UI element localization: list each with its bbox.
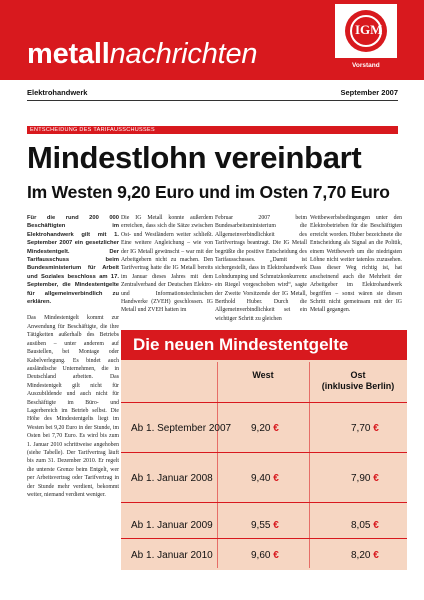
table-row xyxy=(121,414,407,444)
euro-symbol: € xyxy=(273,520,279,531)
euro-symbol: € xyxy=(373,520,379,531)
wage-table-title: Die neuen Mindestentgelte xyxy=(133,335,349,354)
article-column-4 xyxy=(310,214,402,315)
ost-value xyxy=(351,520,379,531)
subheadline: Im Westen 9,20 Euro und im Osten 7,70 Euro xyxy=(27,182,390,202)
wage-table xyxy=(121,330,407,570)
masthead-title xyxy=(27,38,257,71)
masthead-title-bold: metall xyxy=(27,38,110,70)
column-header-ost xyxy=(309,370,407,392)
ost-value xyxy=(351,550,379,561)
igm-logo-lettering: IGM xyxy=(355,22,383,37)
euro-symbol: € xyxy=(373,550,379,561)
article-body-1: Das Mindestentgelt kommt zur Anwendung für Beschäftigte, die ihre Tätigkeiten außerhalb des Betriebs ausüben – unter anderem auf Baustellen, bei Montage oder Kabelverlegung. Es bindet auch ausländische Unternehmen, die in Deutschland arbeiten. Das Mindestentgelt gilt nicht für Auszubildende und auch nicht für Beschäftigte im Büro- und Lagerbereich im Betrieb selbst. Die Höhe des Mindestentgelts liegt im Westen bei 9,20 Euro in der Stunde, im Osten bei 7,70 Euro. Es wird bis zum 1. Januar 2010 schrittweise angehoben (siehe Tabelle). Der Tarifvertrag läuft bis zum 31. Dezember 2010. Er regelt die unterste Grenze beim Entgelt, wer per Arbeitsvertrag oder Tarifvertrag in der Stunde mehr verdient, bekommt weiter, niemand verdient weniger. xyxy=(27,315,119,498)
article-lead: Für die rund 200 000 Beschäftigten im Elektrohandwerk gilt mit 1. September 2007 ein gesetzlicher Mindestentgelt. Der Tarifausschuss beim Bundesministerium für Arbeit und Soziales beschloss am 17. September, die Mindestentgelte für allgemeinverbindlich zu erklären. xyxy=(27,215,119,306)
kicker-bar xyxy=(27,126,398,134)
article-body-4: Wettbewerbsbedingungen unter den Elektrobetrieben für die Beschäftigten erreicht worden. Huber bezeichnete die Entscheidung als Signal an die Politik, einem Wettbewerb um die niedrigsten Löhne nicht weiter tatenlos zuzusehen. Dass dieser Weg richtig ist, hat anscheinend auch die Mehrheit der Arbeitgeber im Elektrohandwerk begriffen – sonst wären sie diesen Schritt nicht gemeinsam mit der IG Metall gegangen. xyxy=(310,215,402,314)
euro-symbol: € xyxy=(273,473,279,484)
article-body-2: Die IG Metall konnte außerdem erreichen, dass sich die Sätze zwischen Ost- und Westländern weiter schließt. Eine weitere Angleichung – wie von der IG Metall gewünscht – war mit der Arbeitgebern nicht zu machen. Den Tarifvertrag hatte die IG Metall bereits im Januar dieses Jahres mit dem Zentralverband der Deutschen Elektro- und Informationstechnischen Handwerke (ZVEH) geschlossen. IG Metall und ZVEH hatten im xyxy=(121,215,213,314)
row-divider xyxy=(121,502,407,503)
column-header-ost-line2: (inklusive Berlin) xyxy=(321,381,395,391)
euro-symbol: € xyxy=(273,550,279,561)
west-value xyxy=(251,550,279,561)
masthead-banner xyxy=(0,0,424,80)
ost-amount: 8,20 xyxy=(351,550,371,561)
section-label: Elektrohandwerk xyxy=(27,88,88,97)
table-row xyxy=(121,464,407,494)
wage-table-header xyxy=(121,330,407,360)
row-divider xyxy=(121,538,407,539)
west-value xyxy=(251,520,279,531)
west-value xyxy=(251,473,279,484)
row-label: Ab 1. Januar 2009 xyxy=(131,520,213,531)
ost-amount: 7,70 xyxy=(351,423,371,434)
row-label: Ab 1. September 2007 xyxy=(131,423,232,434)
ost-value xyxy=(351,473,379,484)
logo-caption: Vorstand xyxy=(352,62,380,69)
column-header-ost-line1: Ost xyxy=(350,370,366,380)
west-amount: 9,40 xyxy=(251,473,271,484)
west-amount: 9,20 xyxy=(251,423,271,434)
ost-amount: 8,05 xyxy=(351,520,371,531)
row-label: Ab 1. Januar 2008 xyxy=(131,473,213,484)
table-row xyxy=(121,541,407,571)
headline: Mindestlohn vereinbart xyxy=(27,140,362,175)
euro-symbol: € xyxy=(373,473,379,484)
article-column-1 xyxy=(27,214,119,499)
west-value xyxy=(251,423,279,434)
ost-value xyxy=(351,423,379,434)
article-body-3: Februar 2007 beim Bundesarbeitsministerium die Allgemeinverbindlichkeit des Tarifvertrags beantragt. Die IG Metall begrüßte die positive Entscheidung des Tarifausschusses. „Damit ist sichergestellt, dass in Elektrohandwerk Lohndumping und Schmutzkonkurrenz ein Riegel vorgeschoben wird“, sagte der Zweite Vorsitzende der IG Metall, Berthold Huber. Durch die Allgemeinverbindlichkeit sei ein wichtiger Schritt zu gleichen xyxy=(215,215,307,322)
west-amount: 9,55 xyxy=(251,520,271,531)
column-header-west: West xyxy=(252,370,274,380)
ost-amount: 7,90 xyxy=(351,473,371,484)
masthead-title-italic: nachrichten xyxy=(109,38,258,70)
euro-symbol: € xyxy=(373,423,379,434)
row-divider xyxy=(121,452,407,453)
table-row xyxy=(121,511,407,541)
issue-date: September 2007 xyxy=(340,88,398,97)
header-rule xyxy=(27,100,398,101)
article-column-3 xyxy=(215,214,307,323)
igm-logo-icon xyxy=(345,10,387,52)
igm-logo xyxy=(335,4,397,58)
row-label: Ab 1. Januar 2010 xyxy=(131,550,213,561)
kicker-text: ENTSCHEIDUNG DES TARIFAUSSCHUSSES xyxy=(30,127,155,133)
row-divider xyxy=(121,402,407,403)
article-column-2 xyxy=(121,214,213,315)
euro-symbol: € xyxy=(273,423,279,434)
west-amount: 9,60 xyxy=(251,550,271,561)
